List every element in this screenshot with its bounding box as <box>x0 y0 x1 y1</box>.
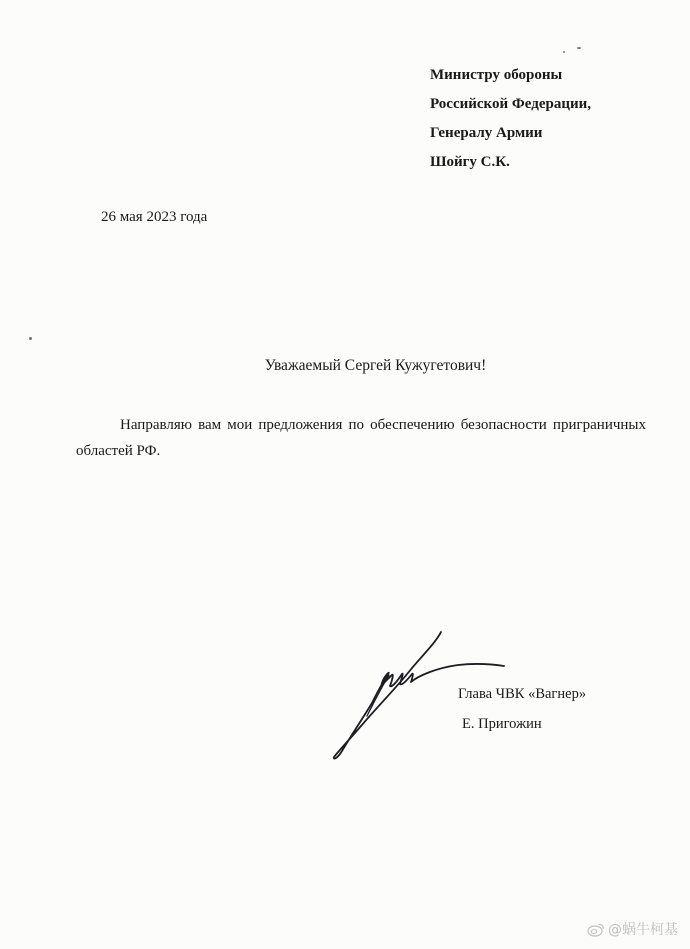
salutation: Уважаемый Сергей Кужугетович! <box>264 357 487 374</box>
scan-speck <box>29 337 32 340</box>
addressee-line: Генералу Армии <box>430 125 543 141</box>
watermark <box>587 919 678 939</box>
addressee-line: Министру обороны <box>430 67 563 83</box>
scan-speck <box>563 51 565 53</box>
weibo-icon <box>587 922 605 937</box>
body-paragraph: Направляю вам мои предложения по обеспечению безопасности приграничных областей РФ. <box>76 417 646 459</box>
signature-block <box>458 679 586 739</box>
signer-title: Глава ЧВК «Вагнер» <box>458 686 587 702</box>
addressee-line: Шойгу С.К. <box>430 154 510 170</box>
scan-speck <box>577 47 581 49</box>
addressee-block <box>430 61 670 177</box>
watermark-text: @蜗牛柯基 <box>608 922 678 938</box>
letter-date: 26 мая 2023 года <box>101 209 208 225</box>
signer-name: Е. Пригожин <box>462 716 542 732</box>
addressee-line: Российской Федерации, <box>430 96 591 112</box>
